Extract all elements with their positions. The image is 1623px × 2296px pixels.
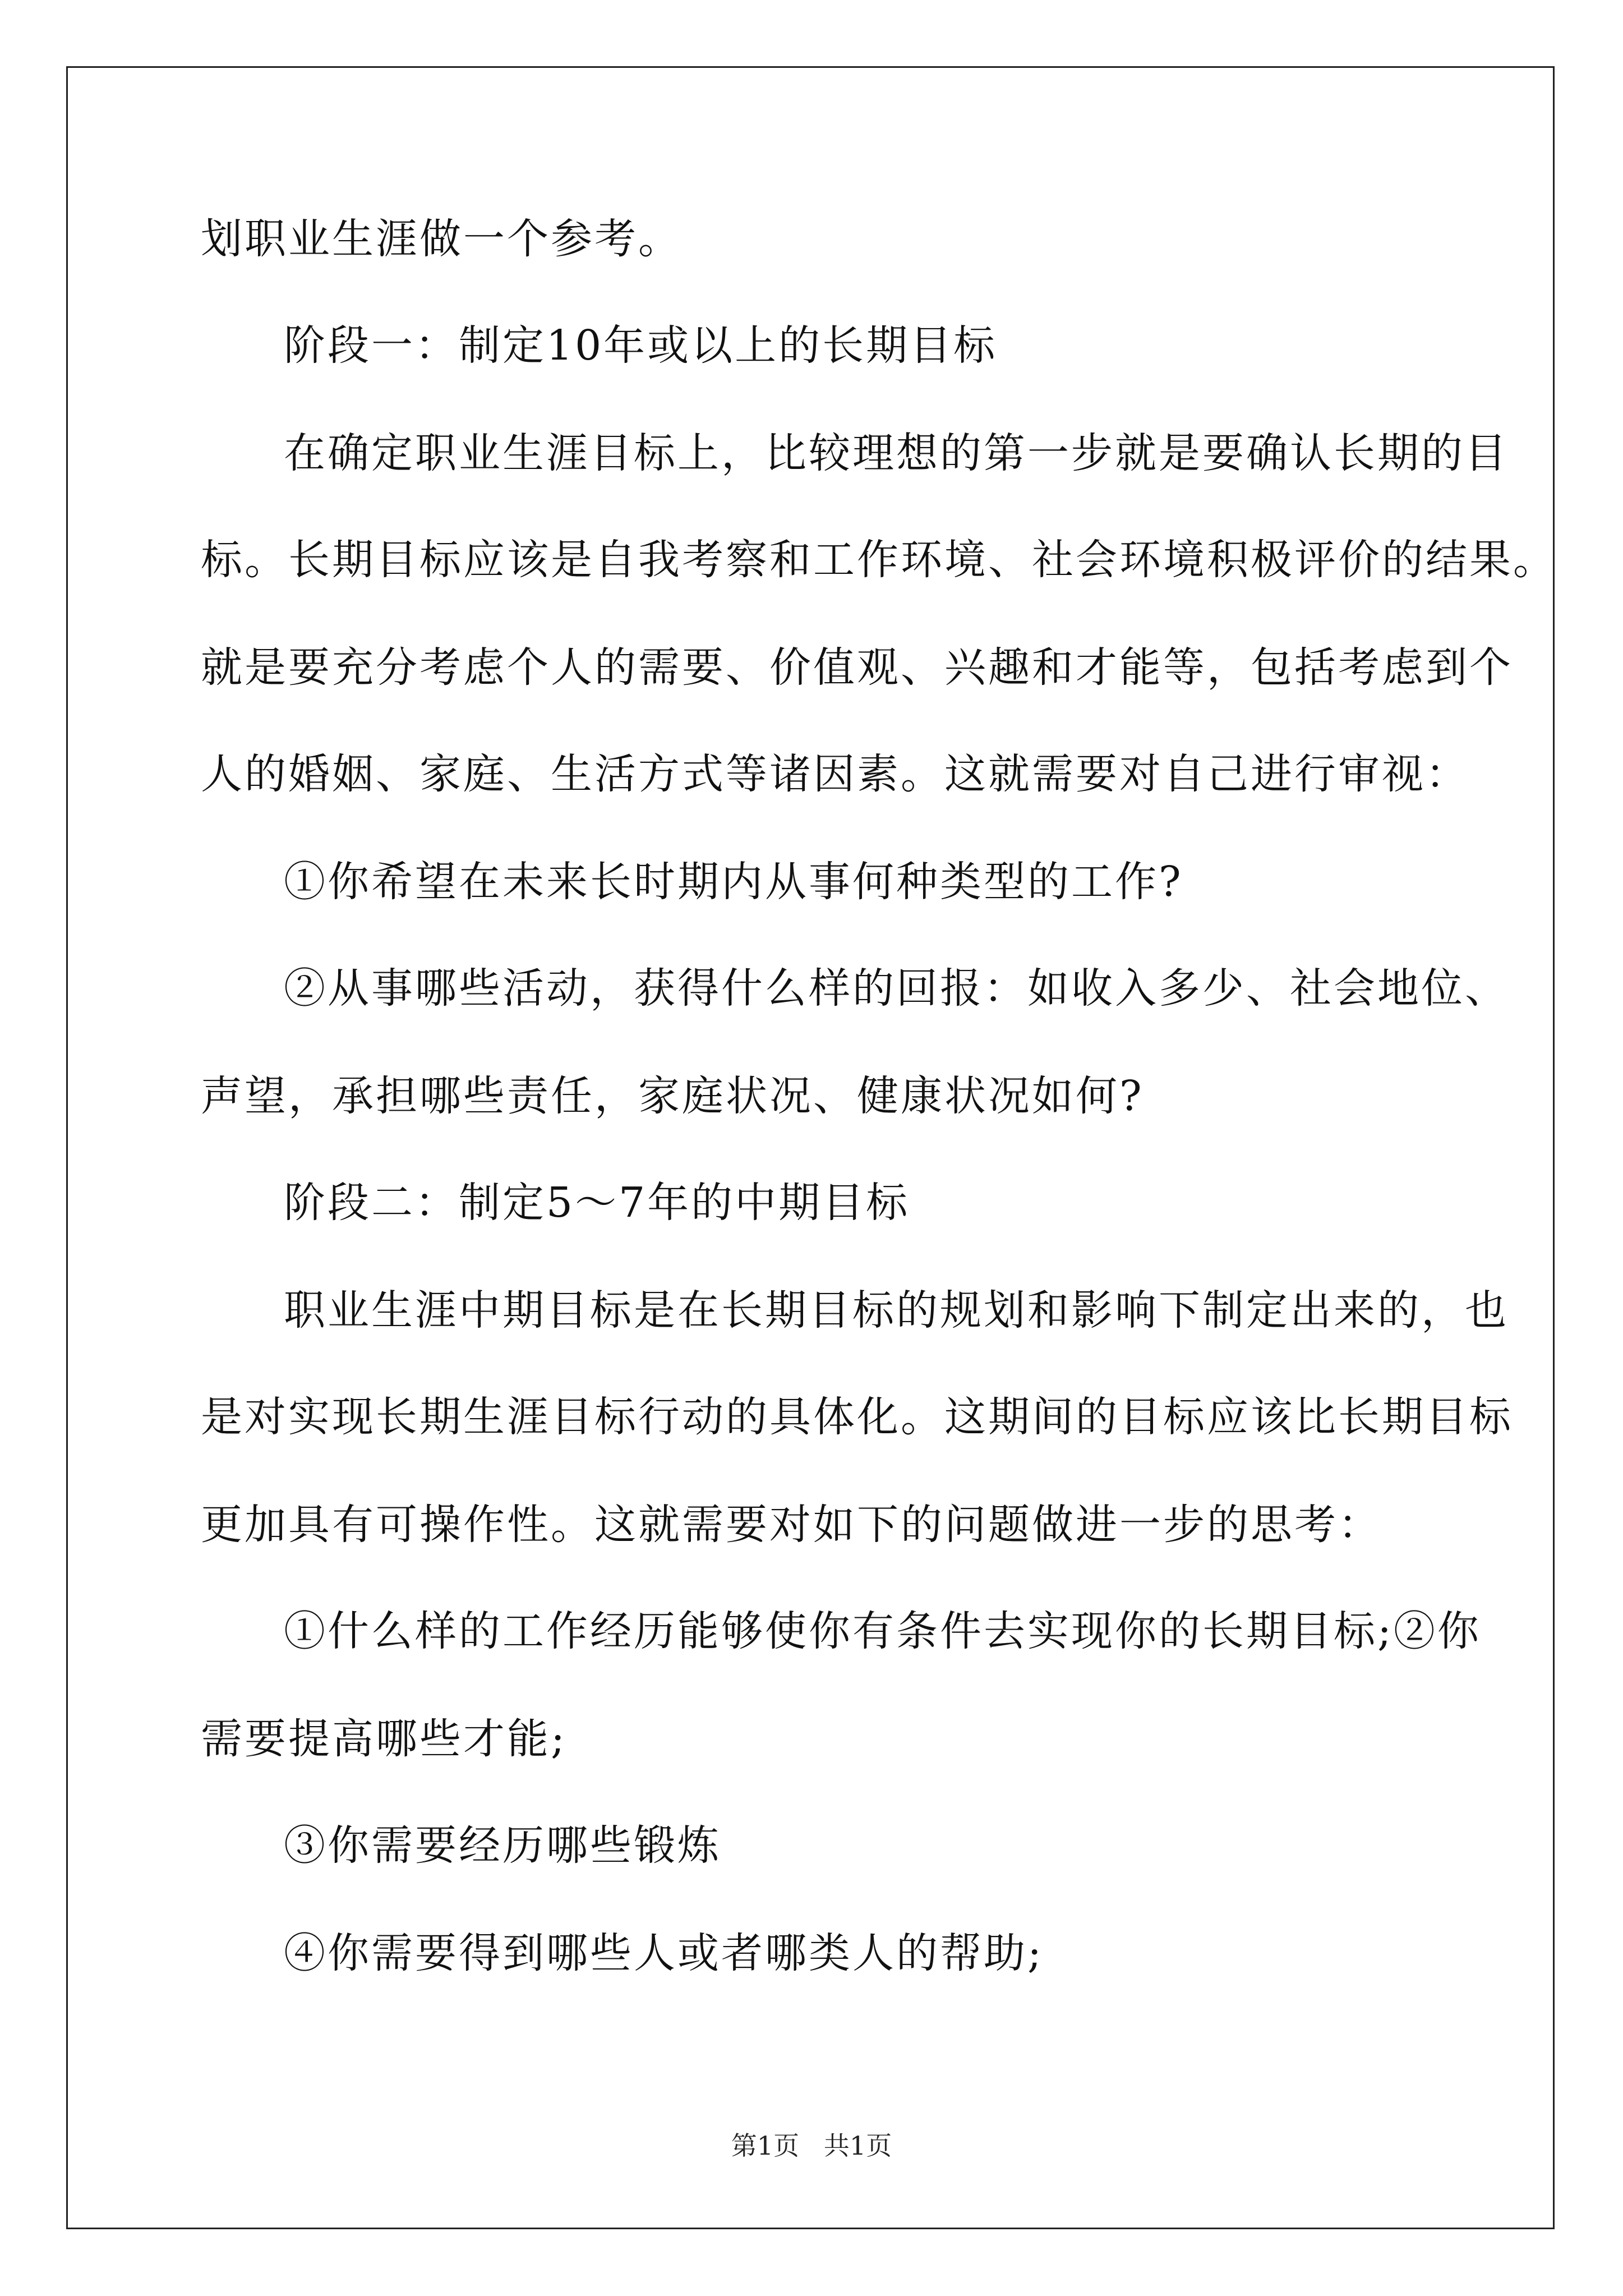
- text-line-11: 职业生涯中期目标是在长期目标的规划和影响下制定出来的，也: [284, 1286, 1509, 1335]
- page-border: [66, 66, 1555, 2229]
- list-item-1: ①你希望在未来长时期内从事何种类型的工作?: [284, 858, 1183, 906]
- text-line-13: 更加具有可操作性。这就需要对如下的问题做进一步的思考：: [201, 1501, 1382, 1549]
- text-line-1: 划职业生涯做一个参考。: [201, 215, 682, 263]
- text-line-15: 需要提高哪些才能;: [201, 1715, 567, 1763]
- section-heading-stage-1: 阶段一：制定10年或以上的长期目标: [284, 321, 998, 370]
- list-item-5: ④你需要得到哪些人或者哪类人的帮助;: [284, 1929, 1044, 1977]
- page-footer: 第1页 共1页: [731, 2131, 892, 2161]
- text-line-9: 声望，承担哪些责任，家庭状况、健康状况如何?: [201, 1072, 1144, 1120]
- list-item-4: ③你需要经历哪些锻炼: [284, 1821, 721, 1870]
- text-line-6: 人的婚姻、家庭、生活方式等诸因素。这就需要对自己进行审视：: [201, 750, 1469, 798]
- text-line-4: 标。长期目标应该是自我考察和工作环境、社会环境积极评价的结果。: [201, 536, 1557, 584]
- text-line-12: 是对实现长期生涯目标行动的具体化。这期间的目标应该比长期目标: [201, 1393, 1513, 1441]
- text-line-3: 在确定职业生涯目标上，比较理想的第一步就是要确认长期的目: [284, 429, 1509, 477]
- list-item-2: ②从事哪些活动，获得什么样的回报：如收入多少、社会地位、: [284, 964, 1509, 1013]
- section-heading-stage-2: 阶段二：制定5～7年的中期目标: [284, 1179, 910, 1227]
- text-line-5: 就是要充分考虑个人的需要、价值观、兴趣和才能等，包括考虑到个: [201, 643, 1513, 692]
- list-item-3: ①什么样的工作经历能够使你有条件去实现你的长期目标;②你: [284, 1607, 1481, 1655]
